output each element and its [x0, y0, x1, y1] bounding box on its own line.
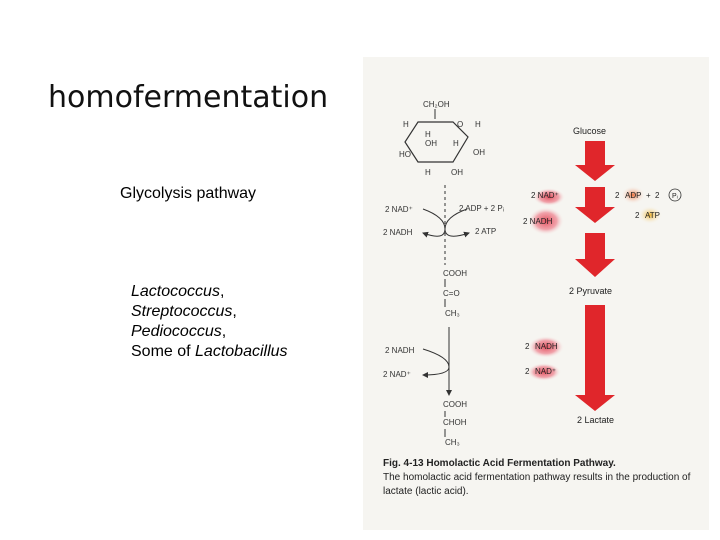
- organism-list: [131, 282, 288, 362]
- label-lactate: 2 Lactate: [577, 415, 615, 425]
- coef-adp: 2: [615, 191, 620, 200]
- svg-text:OH: OH: [425, 139, 437, 148]
- label-nadh-1: 2 NADH: [523, 217, 553, 226]
- pathway-figure: [363, 57, 709, 530]
- svg-text:H: H: [475, 120, 481, 129]
- ring-ch2oh: CH₂OH: [423, 100, 450, 109]
- pyruvate-cooh: COOH: [443, 269, 467, 278]
- label-nadh-in-2: 2 NADH: [385, 346, 415, 355]
- slide-subtitle: Glycolysis pathway: [120, 185, 257, 202]
- slide-title: homofermentation: [48, 80, 329, 115]
- label-nad-plus-2: NAD⁺: [535, 367, 557, 376]
- svg-text:H: H: [453, 139, 459, 148]
- pyruvate-ch3: CH₃: [445, 309, 460, 318]
- pyruvate-co: C=O: [443, 289, 460, 298]
- caption-head: Fig. 4-13 Homolactic Acid Fermentation Pathway.: [383, 458, 616, 469]
- lactate-cooh: COOH: [443, 400, 467, 409]
- red-arrows: [575, 141, 615, 411]
- label-nadh-2: NADH: [535, 342, 558, 351]
- coef-nadh-2: 2: [525, 342, 530, 351]
- svg-text:H: H: [425, 168, 431, 177]
- organism-name: Pediococcus: [131, 323, 222, 340]
- lactate-ch3: CH₃: [445, 438, 460, 447]
- organism-prefix: Some of: [131, 343, 196, 360]
- label-adp-in: 2 ADP + 2 Pᵢ: [459, 204, 504, 213]
- svg-text:H: H: [403, 120, 409, 129]
- red-arrow-1: [575, 141, 615, 181]
- svg-text:OH: OH: [473, 148, 485, 157]
- nad-curve-arrow-1: [423, 209, 445, 236]
- organism-comma: ,: [219, 283, 225, 300]
- glucose-structure: [399, 100, 485, 177]
- organism-comma: ,: [221, 323, 227, 340]
- organism-comma: ,: [232, 303, 237, 320]
- organism-item: [131, 302, 288, 322]
- organism-name: Lactobacillus: [195, 343, 288, 360]
- caption-body: The homolactic acid fermentation pathway results in the production of lactate (lactic acid).: [383, 472, 691, 497]
- organism-item: [131, 322, 288, 342]
- label-nad-out-2: 2 NAD⁺: [383, 370, 411, 379]
- red-arrow-2: [575, 187, 615, 223]
- svg-text:HO: HO: [399, 150, 411, 159]
- ring-o: O: [457, 120, 464, 129]
- plus-sign: +: [646, 191, 651, 200]
- label-pyruvate: 2 Pyruvate: [569, 286, 613, 296]
- red-arrow-3: [575, 233, 615, 277]
- label-nad-in-1: 2 NAD⁺: [385, 205, 413, 214]
- svg-text:H: H: [425, 130, 431, 139]
- label-pi: Pᵢ: [672, 193, 678, 200]
- label-nad-plus-1: 2 NAD⁺: [531, 191, 559, 200]
- lactate-choh: CHOH: [443, 418, 467, 427]
- red-arrow-4: [575, 305, 615, 411]
- coef-atp: 2: [635, 211, 640, 220]
- label-atp: ATP: [645, 211, 660, 220]
- coef-pi: 2: [655, 191, 660, 200]
- organism-name: Streptococcus: [131, 303, 233, 320]
- label-atp-out: 2 ATP: [475, 227, 497, 236]
- nad-curve-arrow-2: [423, 349, 449, 375]
- organism-item: [131, 282, 288, 302]
- svg-text:OH: OH: [451, 168, 463, 177]
- organism-item: [131, 342, 288, 362]
- organism-name: Lactococcus: [131, 283, 220, 300]
- coef-nad-2: 2: [525, 367, 530, 376]
- label-glucose: Glucose: [573, 126, 607, 136]
- atp-curve-arrow: [445, 209, 469, 236]
- label-adp: ADP: [625, 191, 642, 200]
- label-nadh-out-1: 2 NADH: [383, 228, 413, 237]
- figure-caption: [383, 457, 697, 499]
